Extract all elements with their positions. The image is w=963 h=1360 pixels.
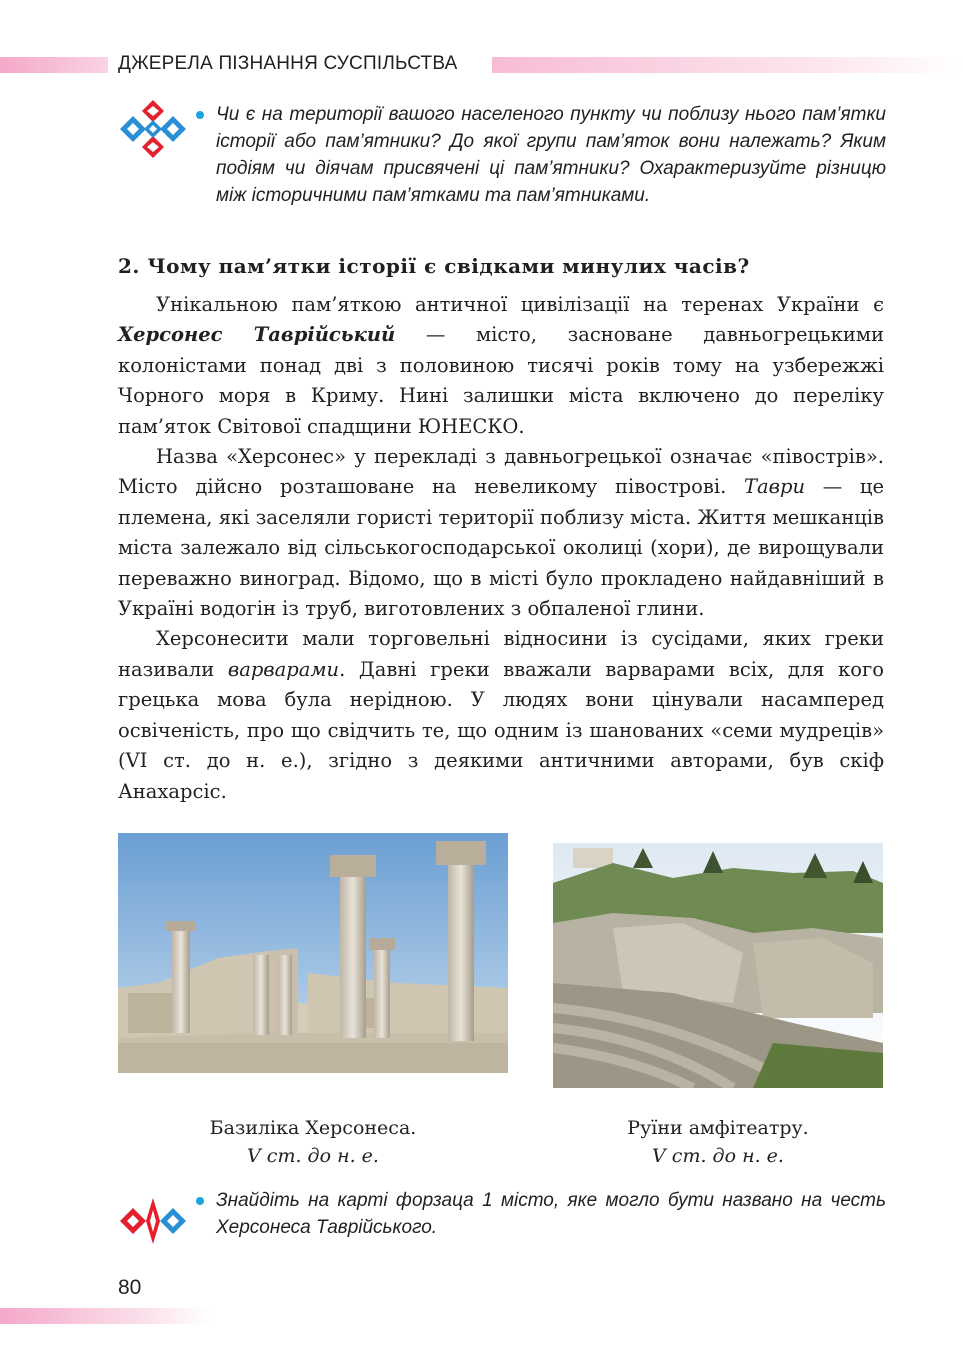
running-header-title: ДЖЕРЕЛА ПІЗНАННЯ СУСПІЛЬСТВА <box>118 53 458 74</box>
paragraph-3-text-start: Херсонесити мали торговельні відносини із сусідами, яких греки називали <box>118 627 884 681</box>
figure-caption <box>118 1114 508 1170</box>
paragraph-2 <box>118 442 884 624</box>
basilica-photo <box>118 833 508 1073</box>
amphitheatre-photo <box>553 843 883 1088</box>
bullet-dot <box>196 111 204 119</box>
term-chersonesos: Херсонес Таврійський <box>118 323 396 347</box>
paragraph-1-text-start: Унікальною пам’яткою античної цивілізації на теренах України є <box>156 293 884 316</box>
term-barbarians: варварами <box>227 657 340 681</box>
figure-caption-title: Базиліка Херсонеса. <box>209 1117 417 1139</box>
bullet-dot <box>196 1197 204 1205</box>
task-question-block <box>196 1187 886 1241</box>
paragraph-1-text-end: — місто, засноване давньогрецькими колоністами понад дві з половиною тисячі років тому на узбережжі Чорного моря в Криму. Нині залишки міста включено до переліку пам’яток Світової спадщини ЮНЕСКО. <box>118 323 884 438</box>
footer-accent-bar <box>0 1308 210 1324</box>
paragraph-1 <box>118 290 884 442</box>
body-text <box>118 290 884 807</box>
section-heading: 2. Чому пам’ятки історії є свідками минулих часів? <box>118 254 750 278</box>
paragraph-3-text-end: . Давні греки вважали варварами всіх, для кого грецька мова була нерідною. У людях вони цінували насамперед освіченість, про що свідчить те, що одним із шанованих «семи мудреців» (VI ст. до н. е.), згідно з деякими античними авторами, був скіф Анахарсіс. <box>118 657 884 803</box>
header-accent-bar-left <box>0 57 108 73</box>
task-question-text: Знайдіть на карті форзаца 1 місто, яке могло бути названо на честь Херсонеса Таврійського. <box>216 1190 886 1238</box>
header-accent-bar-right <box>492 57 963 73</box>
term-tauri: Таври <box>743 475 806 499</box>
task-question-text: Чи є на території вашого населеного пункту чи поблизу нього пам’ятки історії або пам’ятники? До якої групи пам’яток вони належать? Яким подіям чи діячам присвячені ці пам’ятники? Охарактеризуйте різницю між історичними пам’ятками та пам’ятниками. <box>216 104 886 206</box>
task-question-block <box>196 101 886 209</box>
paragraph-3 <box>118 624 884 806</box>
figure-caption <box>553 1114 883 1170</box>
paragraph-2-text-end: — це племена, які заселяли гористі території поблизу міста. Життя мешканців міста залежало від сільськогосподарської околиці (хори), де вирощували переважно виноград. Відомо, що в місті було прокладено найдавніший в Україні водогін із труб, виготовлених з обпаленої глини. <box>118 475 885 621</box>
figure-caption-date: V ст. до н. е. <box>247 1145 379 1167</box>
paragraph-2-text-start: Назва «Херсонес» у перекладі з давньогрецької означає «півострів». Місто дійсно розташоване на невеликому півострові. <box>118 445 884 499</box>
diamond-ornament-icon <box>118 1190 188 1252</box>
page-number: 80 <box>118 1276 142 1299</box>
figure-caption-title: Руїни амфітеатру. <box>627 1117 809 1139</box>
diamond-ornament-icon <box>118 98 188 160</box>
figure-caption-date: V ст. до н. е. <box>652 1145 784 1167</box>
